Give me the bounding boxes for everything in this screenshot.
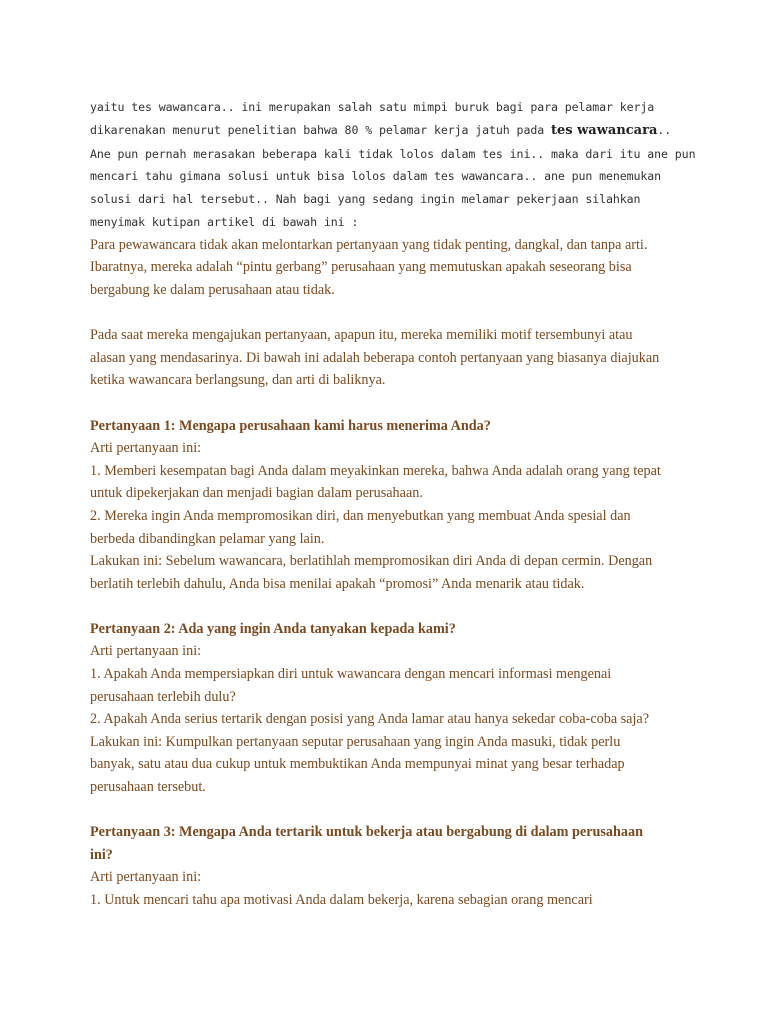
article-line: Para pewawancara tidak akan melontarkan pertanyaan yang tidak penting, dangkal, dan tanpa arti.	[90, 236, 648, 253]
article-line: banyak, satu atau dua cukup untuk membuktikan Anda mempunyai minat yang besar terhadap	[90, 756, 625, 773]
intro-line	[90, 119, 690, 143]
article-line: berbeda dibandingkan pelamar yang lain.	[90, 530, 325, 547]
article-line: perusahaan terlebih dulu?	[90, 688, 236, 705]
document-page	[90, 96, 696, 912]
paragraph-gap	[90, 302, 690, 325]
article-line: 1. Untuk mencari tahu apa motivasi Anda dalam bekerja, karena sebagian orang mencari	[90, 892, 593, 908]
intro-line: solusi dari hal tersebut.. Nah bagi yang sedang ingin melamar pekerjaan silahkan	[90, 192, 641, 207]
intro-line-text: dikarenakan menurut penelitian bahwa 80 % pelamar kerja jatuh pada	[90, 122, 551, 137]
article-line: Arti pertanyaan ini:	[90, 643, 202, 660]
article-body	[90, 234, 690, 912]
intro-line: mencari tahu gimana solusi untuk bisa lolos dalam tes wawancara.. ane pun menemukan	[90, 169, 662, 184]
article-line: Pada saat mereka mengajukan pertanyaan, apapun itu, mereka memiliki motif tersembunyi atau	[90, 327, 633, 344]
article-line: 1. Memberi kesempatan bagi Anda dalam meyakinkan mereka, bahwa Anda adalah orang yang tepat	[90, 462, 661, 479]
intro-line: Ane pun pernah merasakan beberapa kali tidak lolos dalam tes ini.. maka dari itu ane pun	[90, 146, 696, 161]
article-line: 2. Apakah Anda serius tertarik dengan posisi yang Anda lamar atau hanya sekedar coba-coba saja?	[90, 711, 650, 728]
article-line: Arti pertanyaan ini:	[90, 869, 202, 886]
paragraph-gap	[90, 595, 690, 618]
article-line: 2. Mereka ingin Anda mempromosikan diri, dan menyebutkan yang membuat Anda spesial dan	[90, 507, 631, 524]
bold-term: tes wawancara	[550, 122, 658, 138]
question-3-title: ini?	[90, 846, 113, 863]
article-line: Ibaratnya, mereka adalah “pintu gerbang” perusahaan yang memutuskan apakah seseorang bisa	[90, 259, 632, 276]
paragraph-gap	[90, 799, 690, 822]
bold-suffix: ..	[657, 122, 672, 137]
article-line: ketika wawancara berlangsung, dan arti di baliknya.	[90, 372, 386, 389]
article-line: Lakukan ini: Sebelum wawancara, berlatihlah mempromosikan diri Anda di depan cermin. Dengan	[90, 553, 653, 570]
article-line: bergabung ke dalam perusahaan atau tidak.	[90, 281, 335, 298]
intro-line: yaitu tes wawancara.. ini merupakan salah satu mimpi buruk bagi para pelamar kerja	[90, 100, 655, 114]
question-2-title: Pertanyaan 2: Ada yang ingin Anda tanyakan kepada kami?	[90, 620, 456, 637]
article-line: Lakukan ini: Kumpulkan pertanyaan seputar perusahaan yang ingin Anda masuki, tidak perlu	[90, 733, 621, 750]
intro-paragraph	[90, 96, 696, 234]
question-1-title: Pertanyaan 1: Mengapa perusahaan kami harus menerima Anda?	[90, 417, 491, 434]
paragraph-gap	[90, 392, 690, 415]
article-line: untuk dipekerjakan dan menjadi bagian dalam perusahaan.	[90, 485, 423, 502]
article-line: perusahaan tersebut.	[90, 779, 206, 796]
article-line: Arti pertanyaan ini:	[90, 440, 202, 457]
intro-line: menyimak kutipan artikel di bawah ini :	[90, 214, 359, 229]
article-line: 1. Apakah Anda mempersiapkan diri untuk wawancara dengan mencari informasi mengenai	[90, 666, 612, 683]
article-line: berlatih terlebih dahulu, Anda bisa menilai apakah “promosi” Anda menarik atau tidak.	[90, 575, 585, 592]
question-3-title: Pertanyaan 3: Mengapa Anda tertarik untuk bekerja atau bergabung di dalam perusahaan	[90, 824, 643, 841]
article-line: alasan yang mendasarinya. Di bawah ini adalah beberapa contoh pertanyaan yang biasanya diajukan	[90, 349, 660, 366]
